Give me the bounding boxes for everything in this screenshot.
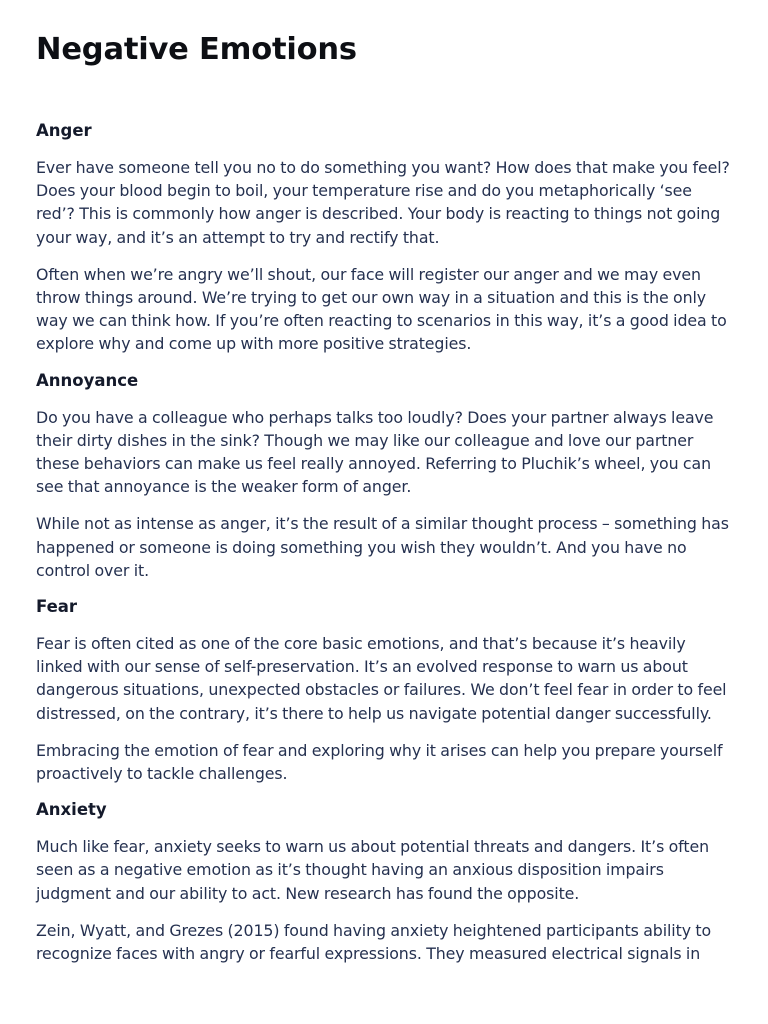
paragraph: Much like fear, anxiety seeks to warn us about potential threats and dangers. It’s often seen as a negative emotion as it’s thought having an anxious disposition impairs judgment and our ability to act. New research has found the opposite. — [36, 837, 709, 903]
paragraph: Often when we’re angry we’ll shout, our face will register our anger and we may even throw things around. We’re trying to get our own way in a situation and this is the only way we can think how. If you’re often reacting to scenarios in this way, it’s a good idea to explore why and come up with more positive strategies. — [36, 264, 727, 354]
section-heading: Anger — [36, 121, 92, 140]
section-anxiety — [36, 799, 732, 965]
paragraph: Embracing the emotion of fear and exploring why it arises can help you prepare yourself proactively to tackle challenges. — [36, 740, 723, 784]
section-anger — [36, 120, 732, 356]
paragraph: While not as intense as anger, it’s the result of a similar thought process – something has happened or someone is doing something you wish they wouldn’t. And you have no control over it. — [36, 514, 729, 580]
paragraph: Do you have a colleague who perhaps talks too loudly? Does your partner always leave their dirty dishes in the sink? Though we may like our colleague and love our partner these behaviors can make us feel really annoyed. Referring to Pluchik’s wheel, you can see that annoyance is the weaker form of anger. — [36, 407, 714, 497]
paragraph: Ever have someone tell you no to do something you want? How does that make you feel? Does your blood begin to boil, your temperature rise and do you metaphorically ‘see red’? This is commonly how anger is described. Your body is reacting to things not going your way, and it’s an attempt to try and rectify that. — [36, 158, 730, 247]
article-body — [36, 120, 732, 965]
paragraph: Fear is often cited as one of the core basic emotions, and that’s because it’s heavily linked with our sense of self-preservation. It’s an evolved response to warn us about dangerous situations, unexpected obstacles or failures. We don’t feel fear in order to feel distressed, on the contrary, it’s there to help us navigate potential danger successfully. — [36, 634, 727, 723]
section-heading: Anxiety — [36, 800, 107, 820]
page-title: Negative Emotions — [36, 32, 357, 67]
paragraph: Zein, Wyatt, and Grezes (2015) found having anxiety heightened participants ability to recognize faces with angry or fearful expressions. They measured electrical signals in — [36, 920, 712, 964]
section-heading: Annoyance — [36, 370, 139, 390]
section-heading: Fear — [36, 597, 78, 617]
section-fear — [36, 596, 732, 785]
section-annoyance — [36, 370, 732, 582]
